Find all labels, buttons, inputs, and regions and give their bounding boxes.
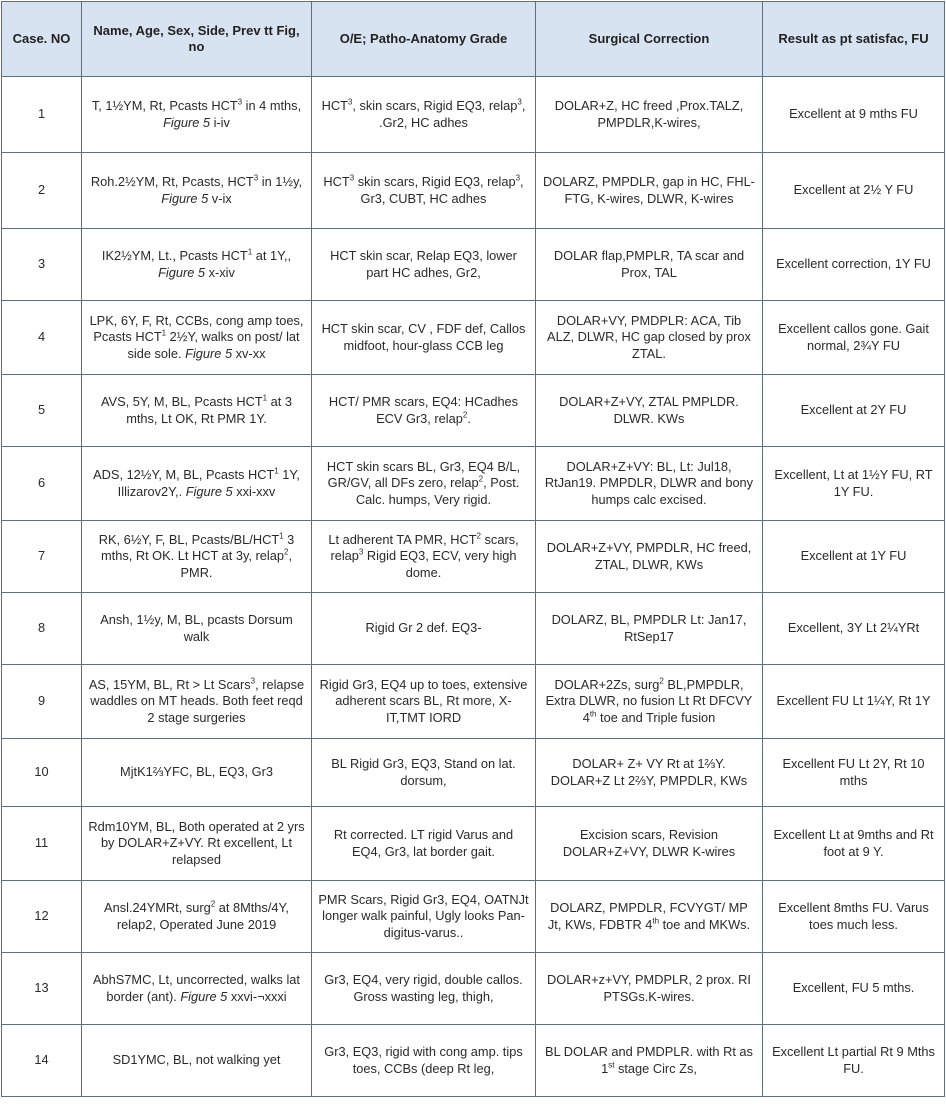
table-row bbox=[2, 739, 945, 807]
header-name: Name, Age, Sex, Side, Prev tt Fig, no bbox=[82, 2, 312, 77]
table-row bbox=[2, 953, 945, 1025]
header-oe: O/E; Patho-Anatomy Grade bbox=[312, 2, 536, 77]
cell-result: Excellent FU Lt 2Y, Rt 10 mths bbox=[763, 739, 945, 807]
cell-case-no: 2 bbox=[2, 153, 82, 229]
cell-name: AbhS7MC, Lt, uncorrected, walks lat border (ant). Figure 5 xxvi-¬xxxi bbox=[82, 953, 312, 1025]
cell-case-no: 13 bbox=[2, 953, 82, 1025]
cell-oe: HCT skin scars BL, Gr3, EQ4 B/L, GR/GV, all DFs zero, relap$^2$, Post. Calc. humps, Very rigid. bbox=[312, 447, 536, 521]
table-row bbox=[2, 807, 945, 881]
superscript: 2 bbox=[462, 410, 468, 420]
table-row bbox=[2, 881, 945, 953]
table-body bbox=[2, 77, 945, 1097]
cell-case-no: 3 bbox=[2, 229, 82, 301]
header-result: Result as pt satisfac, FU bbox=[763, 2, 945, 77]
cell-case-no: 5 bbox=[2, 375, 82, 447]
cell-surgical: DOLAR flap,PMPLR, TA scar and Prox, TAL bbox=[536, 229, 763, 301]
cell-oe: Gr3, EQ3, rigid with cong amp. tips toes, CCBs (deep Rt leg, bbox=[312, 1025, 536, 1097]
superscript: 1 bbox=[279, 531, 284, 541]
cell-oe: HCT skin scar, Relap EQ3, lower part HC adhes, Gr2, bbox=[312, 229, 536, 301]
cell-surgical: DOLAR+Z+VY, ZTAL PMPLDR. DLWR. KWs bbox=[536, 375, 763, 447]
cell-surgical: DOLARZ, PMPDLR, FCVYGT/ MP Jt, KWs, FDBTR 4th toe and MKWs. bbox=[536, 881, 763, 953]
superscript: 3 bbox=[250, 676, 256, 686]
cell-oe: HCT$^3$, skin scars, Rigid EQ3, relap$^3$, .Gr2, HC adhes bbox=[312, 77, 536, 153]
cell-case-no: 6 bbox=[2, 447, 82, 521]
cell-name: AS, 15YM, BL, Rt > Lt Scars$^3$, relapse waddles on MT heads. Both feet reqd 2 stage surgeries bbox=[82, 665, 312, 739]
superscript: 1 bbox=[274, 466, 279, 476]
cell-name: Rdm10YM, BL, Both operated at 2 yrs by DOLAR+Z+VY. Rt excellent, Lt relapsed bbox=[82, 807, 312, 881]
cell-oe: PMR Scars, Rigid Gr3, EQ4, OATNJt longer walk painful, Ugly looks Pan-digitus-varus.. bbox=[312, 881, 536, 953]
figure-reference: Figure 5 bbox=[180, 988, 228, 1004]
cell-surgical: DOLAR+2Zs, surg$^2$ BL,PMPDLR, Extra DLWR, no fusion Lt Rt DFCVY 4th toe and Triple fusion bbox=[536, 665, 763, 739]
superscript: 1 bbox=[247, 247, 253, 257]
cell-oe: HCT skin scar, CV , FDF def, Callos midfoot, hour-glass CCB leg bbox=[312, 301, 536, 375]
table-row bbox=[2, 301, 945, 375]
cell-surgical: DOLARZ, BL, PMPDLR Lt: Jan17, RtSep17 bbox=[536, 593, 763, 665]
cell-case-no: 12 bbox=[2, 881, 82, 953]
cell-result: Excellent at 2Y FU bbox=[763, 375, 945, 447]
cell-surgical: DOLAR+z+VY, PMDPLR, 2 prox. RI PTSGs.K-wires. bbox=[536, 953, 763, 1025]
cell-result: Excellent correction, 1Y FU bbox=[763, 229, 945, 301]
cell-oe: Rigid Gr3, EQ4 up to toes, extensive adherent scars BL, Rt more, X- IT,TMT IORD bbox=[312, 665, 536, 739]
superscript: 2 bbox=[478, 474, 484, 484]
cell-result: Excellent callos gone. Gait normal, 2¾Y FU bbox=[763, 301, 945, 375]
table-row bbox=[2, 593, 945, 665]
cell-oe: BL Rigid Gr3, EQ3, Stand on lat. dorsum, bbox=[312, 739, 536, 807]
header-surgical: Surgical Correction bbox=[536, 2, 763, 77]
cell-surgical: DOLAR+VY, PMDPLR: ACA, Tib ALZ, DLWR, HC gap closed by prox ZTAL. bbox=[536, 301, 763, 375]
figure-reference: Figure 5 bbox=[185, 345, 233, 361]
figure-reference: Figure 5 bbox=[161, 190, 209, 206]
cell-name: MjtK1⅔YFC, BL, EQ3, Gr3 bbox=[82, 739, 312, 807]
table-row bbox=[2, 1025, 945, 1097]
superscript: 1 bbox=[262, 393, 268, 403]
superscript: 3 bbox=[517, 97, 522, 107]
cell-name: LPK, 6Y, F, Rt, CCBs, cong amp toes, Pcasts HCT$^1$ 2½Y, walks on post/ lat side sole. Figure 5 xv-xx bbox=[82, 301, 312, 375]
cell-case-no: 10 bbox=[2, 739, 82, 807]
superscript: 2 bbox=[284, 547, 289, 557]
cell-result: Excellent at 9 mths FU bbox=[763, 77, 945, 153]
cell-result: Excellent FU Lt 1¼Y, Rt 1Y bbox=[763, 665, 945, 739]
cell-oe: Gr3, EQ4, very rigid, double callos. Gross wasting leg, thigh, bbox=[312, 953, 536, 1025]
cell-surgical: DOLAR+Z+VY, PMPDLR, HC freed, ZTAL, DLWR, KWs bbox=[536, 521, 763, 593]
superscript: 3 bbox=[515, 173, 521, 183]
cell-oe: Lt adherent TA PMR, HCT$^2$ scars, relap$^3$ Rigid EQ3, ECV, very high dome. bbox=[312, 521, 536, 593]
cell-surgical: DOLAR+Z, HC freed ,Prox.TALZ, PMPDLR,K-wires, bbox=[536, 77, 763, 153]
cell-oe: Rigid Gr 2 def. EQ3- bbox=[312, 593, 536, 665]
cell-result: Excellent, Lt at 1½Y FU, RT 1Y FU. bbox=[763, 447, 945, 521]
superscript: 2 bbox=[476, 531, 481, 541]
cell-case-no: 7 bbox=[2, 521, 82, 593]
table-row bbox=[2, 153, 945, 229]
cell-name: IK2½YM, Lt., Pcasts HCT$^1$ at 1Y,, Figure 5 x-xiv bbox=[82, 229, 312, 301]
cell-case-no: 4 bbox=[2, 301, 82, 375]
table-row bbox=[2, 375, 945, 447]
superscript: st bbox=[608, 1060, 615, 1070]
superscript: 3 bbox=[253, 173, 259, 183]
cell-result: Excellent, 3Y Lt 2¼YRt bbox=[763, 593, 945, 665]
cell-surgical: BL DOLAR and PMDPLR. with Rt as 1st stage Circ Zs, bbox=[536, 1025, 763, 1097]
cell-name: Ansl.24YMRt, surg$^2$ at 8Mths/4Y, relap2, Operated June 2019 bbox=[82, 881, 312, 953]
cell-surgical: DOLARZ, PMPDLR, gap in HC, FHL-FTG, K-wires, DLWR, K-wires bbox=[536, 153, 763, 229]
superscript: th bbox=[652, 916, 660, 926]
cell-case-no: 11 bbox=[2, 807, 82, 881]
superscript: 3 bbox=[358, 547, 364, 557]
cell-case-no: 1 bbox=[2, 77, 82, 153]
cell-result: Excellent, FU 5 mths. bbox=[763, 953, 945, 1025]
header-case-no: Case. NO bbox=[2, 2, 82, 77]
cell-name: ADS, 12½Y, M, BL, Pcasts HCT$^1$ 1Y, Illizarov2Y,. Figure 5 xxi-xxv bbox=[82, 447, 312, 521]
cell-oe: Rt corrected. LT rigid Varus and EQ4, Gr3, lat border gait. bbox=[312, 807, 536, 881]
header-row bbox=[2, 2, 945, 77]
table-row bbox=[2, 77, 945, 153]
cell-name: Ansh, 1½y, M, BL, pcasts Dorsum walk bbox=[82, 593, 312, 665]
cell-case-no: 8 bbox=[2, 593, 82, 665]
cell-surgical: Excision scars, Revision DOLAR+Z+VY, DLWR K-wires bbox=[536, 807, 763, 881]
superscript: 2 bbox=[210, 899, 216, 909]
superscript: 2 bbox=[659, 676, 664, 686]
superscript: 3 bbox=[237, 97, 243, 107]
figure-reference: Figure 5 bbox=[163, 114, 211, 130]
cell-name: AVS, 5Y, M, BL, Pcasts HCT$^1$ at 3 mths, Lt OK, Rt PMR 1Y. bbox=[82, 375, 312, 447]
superscript: 1 bbox=[161, 328, 167, 338]
cell-surgical: DOLAR+Z+VY: BL, Lt: Jul18, RtJan19. PMPDLR, DLWR and bony humps calc excised. bbox=[536, 447, 763, 521]
table-row bbox=[2, 521, 945, 593]
table-row bbox=[2, 229, 945, 301]
cell-result: Excellent at 1Y FU bbox=[763, 521, 945, 593]
table-row bbox=[2, 447, 945, 521]
cell-surgical: DOLAR+ Z+ VY Rt at 1⅔Y. DOLAR+Z Lt 2⅔Y, PMPDLR, KWs bbox=[536, 739, 763, 807]
cell-result: Excellent Lt partial Rt 9 Mths FU. bbox=[763, 1025, 945, 1097]
superscript: 3 bbox=[349, 173, 355, 183]
cell-name: Roh.2½YM, Rt, Pcasts, HCT$^3$ in 1½y, Figure 5 v-ix bbox=[82, 153, 312, 229]
cell-oe: HCT/ PMR scars, EQ4: HCadhes ECV Gr3, relap$^2$. bbox=[312, 375, 536, 447]
figure-reference: Figure 5 bbox=[158, 264, 206, 280]
superscript: 3 bbox=[347, 97, 353, 107]
figure-reference: Figure 5 bbox=[185, 483, 233, 499]
cell-result: Excellent Lt at 9mths and Rt foot at 9 Y. bbox=[763, 807, 945, 881]
cell-case-no: 9 bbox=[2, 665, 82, 739]
table-row bbox=[2, 665, 945, 739]
cell-case-no: 14 bbox=[2, 1025, 82, 1097]
cell-name: T, 1½YM, Rt, Pcasts HCT$^3$ in 4 mths, Figure 5 i-iv bbox=[82, 77, 312, 153]
case-table bbox=[1, 1, 945, 1097]
superscript: th bbox=[589, 709, 597, 719]
cell-oe: HCT$^3$ skin scars, Rigid EQ3, relap$^3$, Gr3, CUBT, HC adhes bbox=[312, 153, 536, 229]
cell-name: SD1YMC, BL, not walking yet bbox=[82, 1025, 312, 1097]
cell-name: RK, 6½Y, F, BL, Pcasts/BL/HCT$^1$ 3 mths, Rt OK. Lt HCT at 3y, relap$^2$, PMR. bbox=[82, 521, 312, 593]
cell-result: Excellent 8mths FU. Varus toes much less. bbox=[763, 881, 945, 953]
cell-result: Excellent at 2½ Y FU bbox=[763, 153, 945, 229]
